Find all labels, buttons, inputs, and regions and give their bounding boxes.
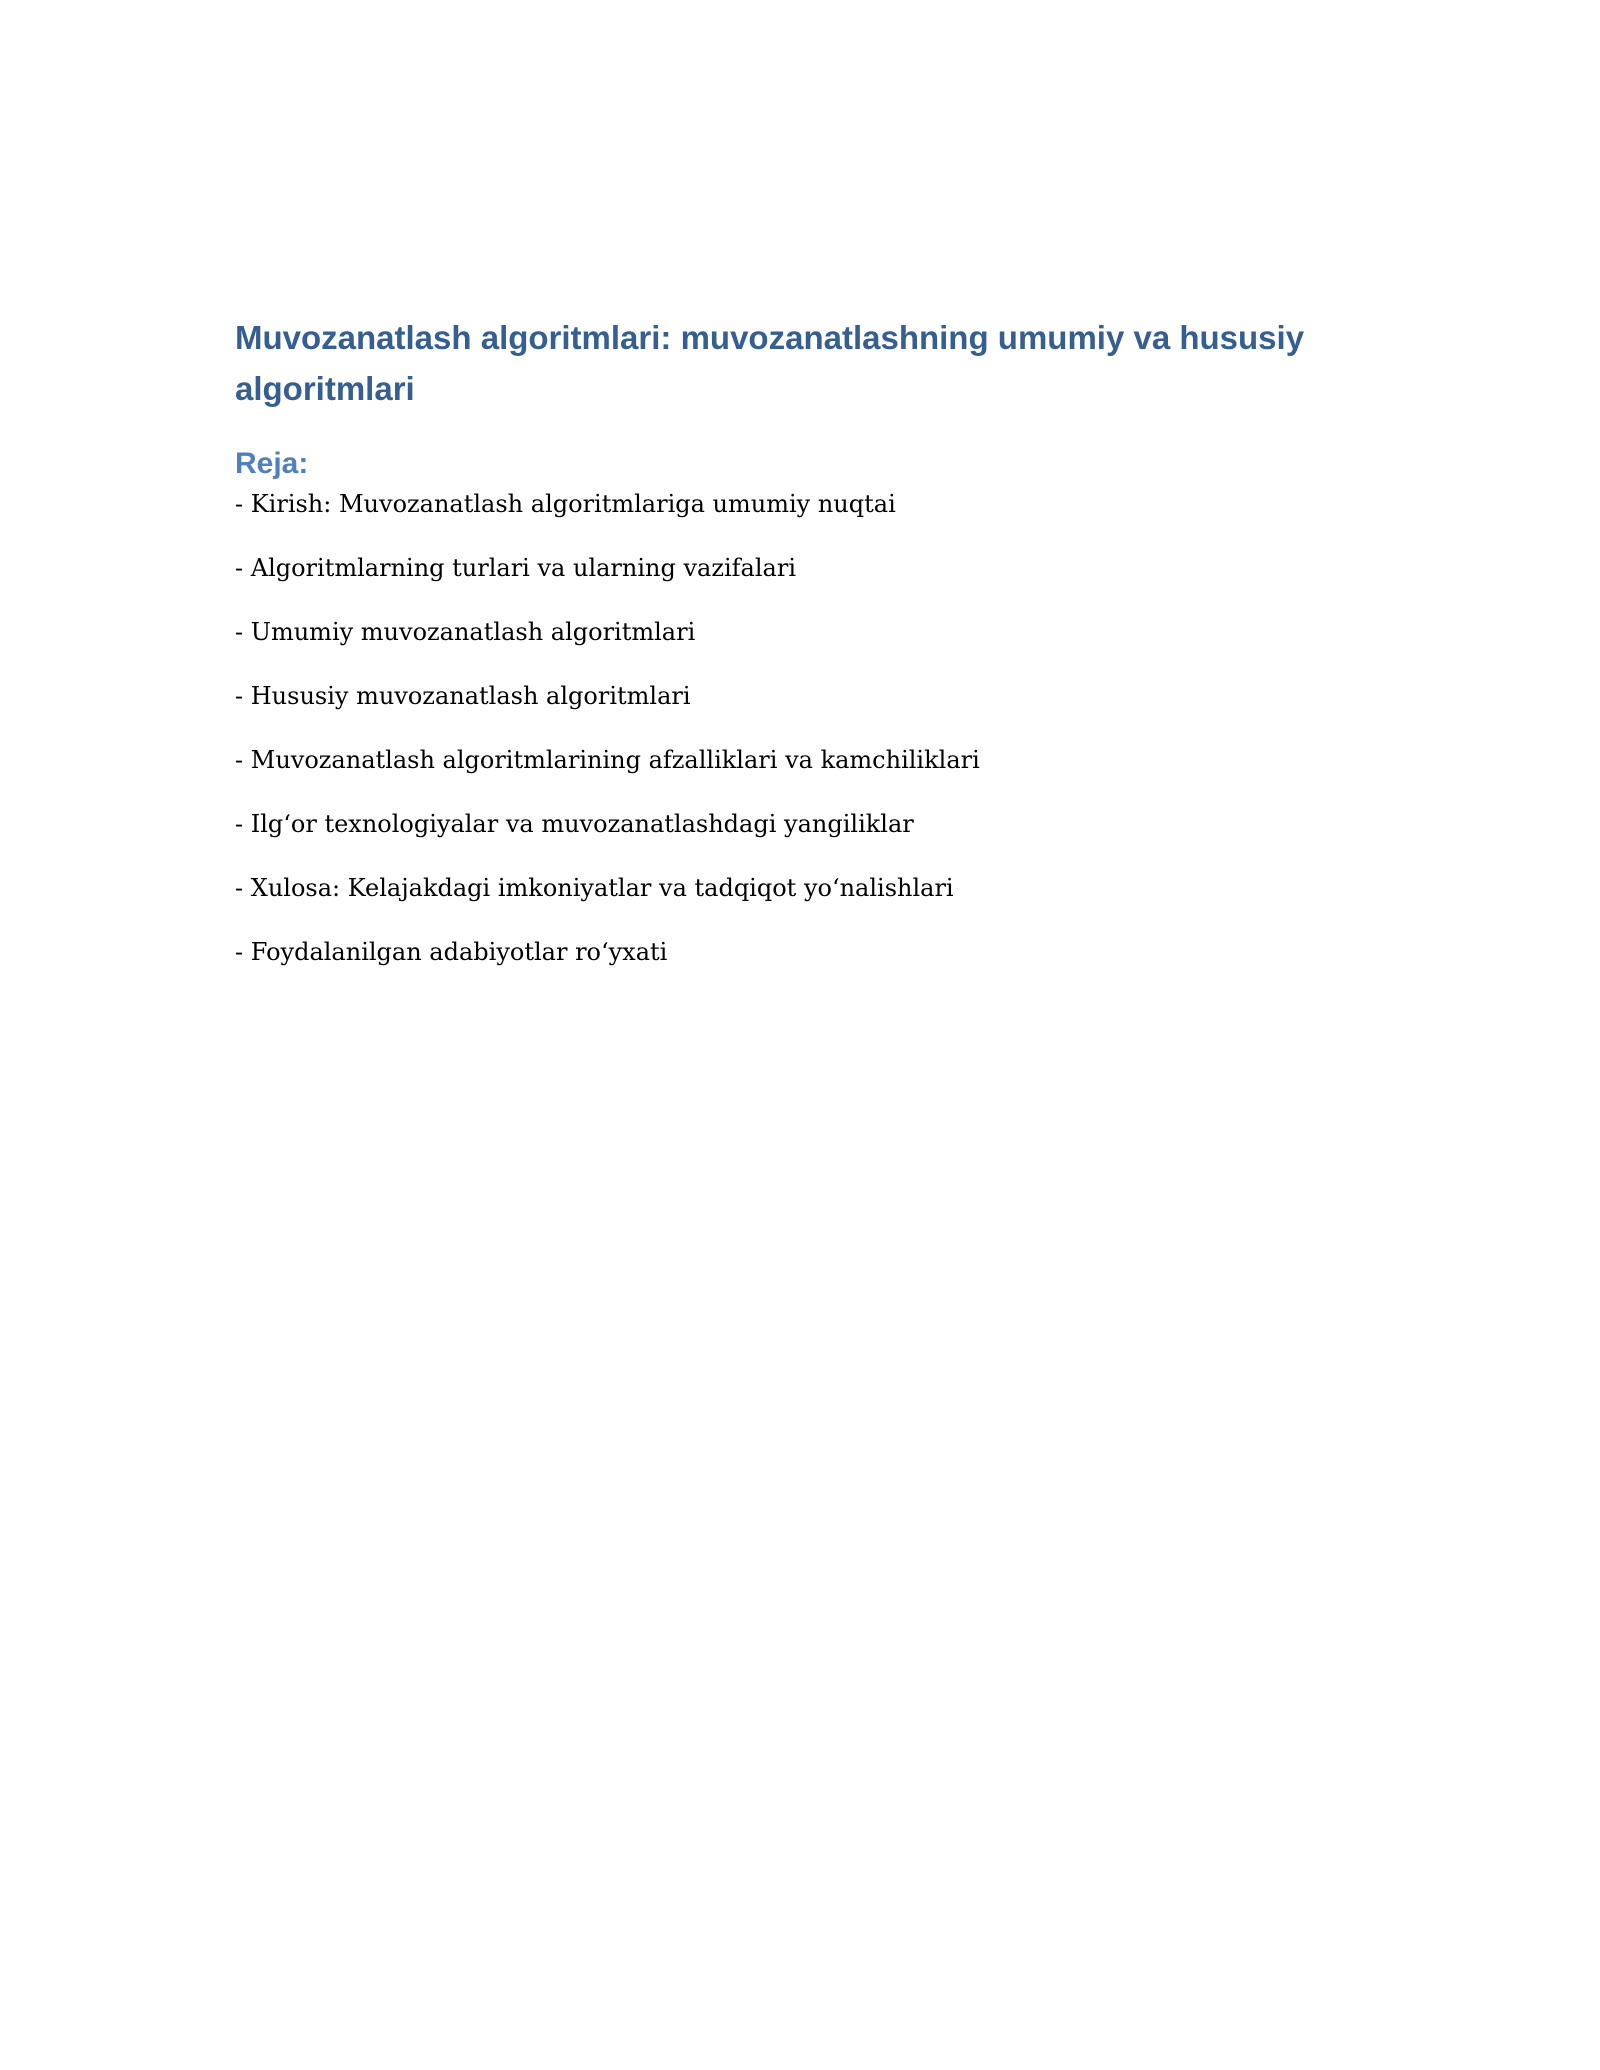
plan-item-advanced-technologies: - Ilg‘or texnologiyalar va muvozanatlashdagi yangiliklar <box>235 810 914 838</box>
plan-item-algorithm-types: - Algoritmlarning turlari va ularning vazifalari <box>235 554 796 582</box>
plan-list <box>235 484 1365 972</box>
plan-item-references: - Foydalanilgan adabiyotlar ro‘yxati <box>235 938 668 966</box>
plan-item-general-algorithms: - Umumiy muvozanatlash algoritmlari <box>235 618 696 646</box>
document-content <box>235 312 1365 996</box>
plan-item-introduction: - Kirish: Muvozanatlash algoritmlariga umumiy nuqtai <box>235 490 896 518</box>
plan-item-pros-cons: - Muvozanatlash algoritmlarining afzalliklari va kamchiliklari <box>235 746 980 774</box>
plan-item-special-algorithms: - Hususiy muvozanatlash algoritmlari <box>235 682 691 710</box>
document-title: Muvozanatlash algoritmlari: muvozanatlashning umumiy va hususiy algoritmlari <box>235 319 1305 407</box>
plan-heading: Reja: <box>235 447 309 480</box>
plan-item-conclusion: - Xulosa: Kelajakdagi imkoniyatlar va tadqiqot yo‘nalishlari <box>235 874 954 902</box>
